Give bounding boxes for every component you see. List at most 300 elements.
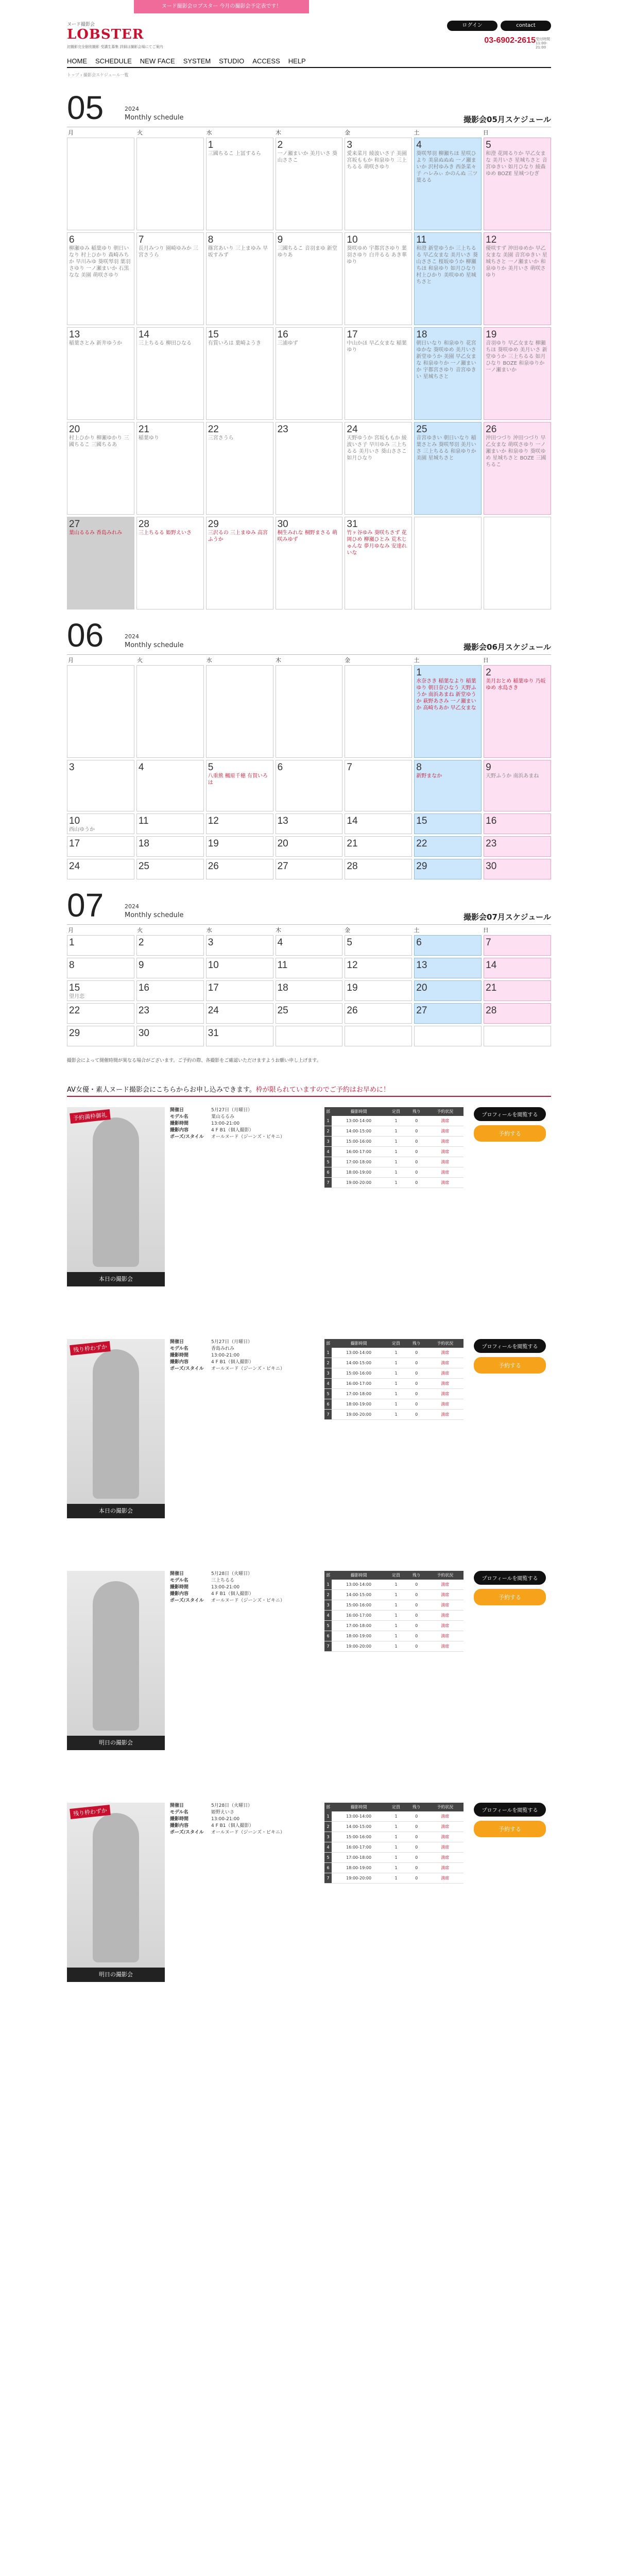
nav-help[interactable]: HELP <box>288 57 306 65</box>
day-number: 17 <box>69 838 80 849</box>
calendar-day[interactable] <box>484 836 551 857</box>
model-photo[interactable] <box>67 1803 165 1968</box>
login-button[interactable]: ログイン <box>447 21 497 31</box>
slot-header: 残り <box>406 1339 427 1348</box>
slot-header: 撮影時間 <box>332 1571 386 1580</box>
nav-home[interactable]: HOME <box>67 57 87 65</box>
calendar-day[interactable] <box>136 859 204 879</box>
day-models: 八重熊 楓原千穂 有賀いろは <box>208 773 268 786</box>
calendar-day[interactable] <box>136 327 204 420</box>
day-number: 29 <box>416 861 427 872</box>
day-models: 三上ちるる 姫野えいさ <box>138 530 192 536</box>
calendar-day[interactable] <box>414 1003 482 1024</box>
calendar-day[interactable] <box>67 836 134 857</box>
session-card <box>67 1571 551 1792</box>
day-number: 7 <box>347 762 352 773</box>
calendar-day[interactable] <box>67 327 134 420</box>
calendar-day[interactable] <box>276 422 343 515</box>
calendar-day[interactable] <box>276 836 343 857</box>
month-title: 撮影会07月スケジュール <box>464 912 551 922</box>
calendar-day[interactable] <box>206 859 273 879</box>
calendar-day[interactable] <box>206 327 273 420</box>
slot-cell: 1 <box>324 1580 332 1590</box>
day-number: 28 <box>138 519 149 530</box>
day-models: 天野ふうか 南浜あまね <box>486 773 539 779</box>
day-models: 葉山るるみ 香島みれみ <box>69 530 123 536</box>
contact-button[interactable]: contact <box>501 21 551 31</box>
calendar-day[interactable] <box>345 422 412 515</box>
day-models: 三國ちるこ 音羽まゆ 新堂ゆりあ <box>277 246 337 258</box>
day-models: 稲葉ゆり <box>138 435 159 441</box>
session-card <box>67 1339 551 1561</box>
calendar-day[interactable] <box>345 859 412 879</box>
calendar-day[interactable] <box>345 814 412 834</box>
calendar-day[interactable] <box>67 422 134 515</box>
slot-cell: 6 <box>324 1167 332 1178</box>
slot-cell: 4 <box>324 1147 332 1157</box>
calendar-day[interactable] <box>276 138 343 230</box>
info-label: モデル名 <box>170 1578 188 1583</box>
profile-button[interactable]: プロフィールを閲覧する <box>474 1339 546 1353</box>
info-row <box>170 1114 319 1121</box>
day-models: 沖田つづり 沖田つづり 早乙女まな 萌咲さゆり 一ノ瀬まいか 和泉ゆり 葵咲ゆめ 星城ちさと BOZE 三國ちるこ <box>486 435 546 468</box>
slot-cell: 2 <box>324 1126 332 1137</box>
calendar-day[interactable] <box>136 517 204 609</box>
model-figure <box>93 1117 139 1267</box>
slot-cell: 13:00-14:00 <box>332 1580 386 1590</box>
slot-cell: 1 <box>386 1147 406 1157</box>
month-section <box>67 91 551 609</box>
calendar-day[interactable] <box>67 760 134 811</box>
nav-system[interactable]: SYSTEM <box>183 57 211 65</box>
slot-cell: 0 <box>406 1863 427 1873</box>
day-number: 17 <box>347 329 358 340</box>
slot-cell: 6 <box>324 1631 332 1641</box>
session-buttons <box>474 1339 546 1561</box>
calendar-day[interactable] <box>345 1003 412 1024</box>
calendar-day[interactable] <box>67 935 134 956</box>
site-logo[interactable]: LOBSTER <box>67 27 144 42</box>
slot-cell: 満席 <box>427 1832 464 1842</box>
calendar-day[interactable] <box>136 814 204 834</box>
calendar-day[interactable] <box>484 232 551 325</box>
info-row <box>170 1578 319 1584</box>
reserve-button[interactable]: 予約する <box>474 1821 546 1837</box>
calendar-day[interactable] <box>276 327 343 420</box>
slot-row[interactable] <box>324 1178 464 1188</box>
calendar-day[interactable] <box>276 935 343 956</box>
slot-cell: 1 <box>386 1399 406 1410</box>
weekday-header <box>67 655 551 665</box>
calendar-day[interactable] <box>136 1026 204 1046</box>
slot-cell: 0 <box>406 1178 427 1188</box>
slot-cell: 15:00-16:00 <box>332 1600 386 1611</box>
slot-cell: 0 <box>406 1126 427 1137</box>
profile-button[interactable]: プロフィールを閲覧する <box>474 1107 546 1121</box>
calendar-day[interactable] <box>276 958 343 978</box>
calendar-day[interactable] <box>414 232 482 325</box>
slot-cell: 17:00-18:00 <box>332 1157 386 1167</box>
slot-row[interactable] <box>324 1368 464 1379</box>
day-number: 12 <box>208 816 219 826</box>
calendar-day[interactable] <box>484 980 551 1001</box>
cta-text: AV女優・素人ヌード撮影会にこちらからお申し込みできます。 <box>67 1086 256 1094</box>
slot-row[interactable] <box>324 1822 464 1832</box>
day-number: 25 <box>138 861 149 872</box>
nav-studio[interactable]: STUDIO <box>219 57 245 65</box>
calendar-day[interactable] <box>414 935 482 956</box>
slot-cell: 6 <box>324 1863 332 1873</box>
calendar-day[interactable] <box>206 814 273 834</box>
info-value: 葉山るるみ <box>211 1114 235 1120</box>
calendar-day[interactable] <box>345 760 412 811</box>
month-subtitle: Monthly schedule <box>125 911 184 919</box>
slot-row[interactable] <box>324 1853 464 1863</box>
day-number: 1 <box>208 140 214 150</box>
profile-button[interactable]: プロフィールを閲覧する <box>474 1571 546 1585</box>
nav-new-face[interactable]: NEW FACE <box>140 57 175 65</box>
info-value: オールヌード（ジーンズ・ビキニ） <box>211 1134 285 1140</box>
calendar-day[interactable] <box>67 1026 134 1046</box>
slot-row[interactable] <box>324 1590 464 1600</box>
slot-table <box>324 1339 464 1561</box>
day-number: 30 <box>277 519 288 530</box>
slot-row[interactable] <box>324 1863 464 1873</box>
calendar-day[interactable] <box>67 517 134 609</box>
slot-cell: 0 <box>406 1116 427 1126</box>
calendar-day[interactable] <box>484 422 551 515</box>
day-number: 4 <box>277 937 283 948</box>
calendar-day[interactable] <box>414 980 482 1001</box>
calendar-day[interactable] <box>206 760 273 811</box>
calendar-day[interactable] <box>206 958 273 978</box>
slot-cell: 0 <box>406 1167 427 1178</box>
slot-row[interactable] <box>324 1147 464 1157</box>
calendar-day[interactable] <box>276 980 343 1001</box>
slot-cell: 1 <box>386 1126 406 1137</box>
info-row <box>170 1598 319 1604</box>
slot-cell: 16:00-17:00 <box>332 1147 386 1157</box>
calendar-day[interactable] <box>206 935 273 956</box>
slot-row[interactable] <box>324 1811 464 1822</box>
nav-schedule[interactable]: SCHEDULE <box>95 57 132 65</box>
day-number: 18 <box>138 838 149 849</box>
slot-header: 定員 <box>386 1803 406 1811</box>
calendar-day[interactable] <box>206 980 273 1001</box>
weekday-header <box>67 925 551 935</box>
day-number: 4 <box>138 762 144 773</box>
slot-row[interactable] <box>324 1611 464 1621</box>
slot-row[interactable] <box>324 1873 464 1884</box>
slot-row[interactable] <box>324 1832 464 1842</box>
day-number: 17 <box>208 982 219 993</box>
calendar-day[interactable] <box>206 1003 273 1024</box>
session-caption: 明日の撮影会 <box>67 1968 165 1982</box>
slot-cell: 14:00-15:00 <box>332 1822 386 1832</box>
session-card <box>67 1803 551 2024</box>
slot-row[interactable] <box>324 1600 464 1611</box>
slot-row[interactable] <box>324 1389 464 1399</box>
info-value: 4 F B1（個人撮影） <box>211 1360 254 1365</box>
calendar-day[interactable] <box>484 665 551 758</box>
main-nav <box>67 55 551 68</box>
calendar-day[interactable] <box>484 859 551 879</box>
day-number: 26 <box>486 424 497 435</box>
calendar-day[interactable] <box>484 327 551 420</box>
calendar-day[interactable] <box>414 814 482 834</box>
slot-row[interactable] <box>324 1580 464 1590</box>
calendar-day[interactable] <box>67 859 134 879</box>
month-year: 2024 <box>125 903 139 910</box>
slot-row[interactable] <box>324 1157 464 1167</box>
calendar-day[interactable] <box>206 1026 273 1046</box>
info-value: 姫野えいさ <box>211 1810 235 1815</box>
slot-header: 予約状況 <box>427 1571 464 1580</box>
day-models: 新野まなか <box>416 773 442 779</box>
day-models: 和澄 新堂ゆうか 三上ちるる 早乙女まな 美月いさ 葵山ささこ 桜坂ゆうか 柳瀬ちほ 和泉ゆり 如月ひなり 村上ひかり 美咲ゆめ 星城ちさと <box>416 246 478 285</box>
info-row <box>170 1107 319 1114</box>
day-number: 13 <box>416 960 427 971</box>
slot-cell: 0 <box>406 1348 427 1358</box>
info-row <box>170 1803 319 1809</box>
calendar-day[interactable] <box>67 814 134 834</box>
calendar-day[interactable] <box>276 859 343 879</box>
slot-cell: 5 <box>324 1389 332 1399</box>
weekday-label: 土 <box>414 129 420 136</box>
info-row <box>170 1809 319 1816</box>
slot-cell: 満席 <box>427 1379 464 1389</box>
calendar-day[interactable] <box>414 859 482 879</box>
month-header <box>67 619 551 655</box>
slot-header-row <box>324 1571 464 1580</box>
slot-cell: 17:00-18:00 <box>332 1621 386 1631</box>
slot-row[interactable] <box>324 1348 464 1358</box>
model-photo[interactable] <box>67 1571 165 1736</box>
day-number: 15 <box>69 982 80 993</box>
month-title: 撮影会05月スケジュール <box>464 115 551 124</box>
slot-cell: 3 <box>324 1137 332 1147</box>
model-photo[interactable] <box>67 1107 165 1272</box>
slot-row[interactable] <box>324 1116 464 1126</box>
calendar-day[interactable] <box>414 422 482 515</box>
slot-cell: 1 <box>386 1863 406 1873</box>
calendar-day[interactable] <box>345 517 412 609</box>
calendar-day[interactable] <box>484 935 551 956</box>
day-number: 26 <box>347 1005 358 1016</box>
slot-cell: 満席 <box>427 1389 464 1399</box>
slot-cell: 0 <box>406 1621 427 1631</box>
reserve-button[interactable]: 予約する <box>474 1125 546 1142</box>
slot-cell: 1 <box>324 1116 332 1126</box>
calendar-day[interactable] <box>276 814 343 834</box>
calendar-day[interactable] <box>345 138 412 230</box>
availability-tag: 予約満枠御礼 <box>70 1109 111 1124</box>
info-label: 開催日 <box>170 1340 184 1345</box>
calendar-day[interactable] <box>484 760 551 811</box>
day-number: 3 <box>347 140 352 150</box>
slot-cell: 1 <box>386 1822 406 1832</box>
slot-cell: 15:00-16:00 <box>332 1832 386 1842</box>
calendar-day[interactable] <box>136 980 204 1001</box>
slot-row[interactable] <box>324 1358 464 1368</box>
slot-cell: 満席 <box>427 1611 464 1621</box>
slot-cell: 満席 <box>427 1358 464 1368</box>
slot-header-row <box>324 1803 464 1811</box>
calendar-day[interactable] <box>345 935 412 956</box>
weekday-label: 金 <box>345 657 351 664</box>
calendar-day <box>276 1026 343 1046</box>
slot-cell: 17:00-18:00 <box>332 1853 386 1863</box>
calendar-day[interactable] <box>206 138 273 230</box>
day-models: 一ノ瀬まいか 美月いさ 葵山ささこ <box>277 151 337 163</box>
calendar-day[interactable] <box>206 517 273 609</box>
nav-access[interactable]: ACCESS <box>252 57 280 65</box>
slot-cell: 7 <box>324 1410 332 1420</box>
profile-button[interactable]: プロフィールを閲覧する <box>474 1803 546 1817</box>
calendar-day[interactable] <box>276 760 343 811</box>
calendar-day[interactable] <box>206 836 273 857</box>
slot-cell: 1 <box>386 1410 406 1420</box>
calendar-day[interactable] <box>136 1003 204 1024</box>
slot-cell: 満席 <box>427 1580 464 1590</box>
session-image <box>67 1107 165 1329</box>
logo-description: 初撮影完全個別撮影 受講生募集 詳細は撮影会場にてご案内 <box>67 45 163 49</box>
phone-number[interactable]: 03-6902-2615 <box>484 36 536 45</box>
slot-cell: 17:00-18:00 <box>332 1389 386 1399</box>
weekday-label: 火 <box>137 927 143 934</box>
calendar-day[interactable] <box>67 958 134 978</box>
weekday-label: 月 <box>68 129 74 136</box>
info-label: 撮影時間 <box>170 1121 189 1126</box>
slot-cell: 1 <box>386 1116 406 1126</box>
info-value: オールヌード（ジーンズ・ビキニ） <box>211 1830 285 1835</box>
calendar-day[interactable] <box>414 138 482 230</box>
slot-row[interactable] <box>324 1410 464 1420</box>
slot-cell: 1 <box>324 1811 332 1822</box>
slot-cell: 1 <box>386 1611 406 1621</box>
slot-cell: 1 <box>386 1873 406 1884</box>
calendar-day[interactable] <box>484 814 551 834</box>
schedule-months <box>67 91 551 1046</box>
slot-cell: 満席 <box>427 1348 464 1358</box>
calendar-day[interactable] <box>414 958 482 978</box>
calendar-day[interactable] <box>345 232 412 325</box>
slot-cell: 0 <box>406 1631 427 1641</box>
session-caption: 本日の撮影会 <box>67 1504 165 1518</box>
reserve-button[interactable]: 予約する <box>474 1357 546 1374</box>
info-label: 撮影時間 <box>170 1353 189 1358</box>
slot-table-grid <box>324 1107 464 1188</box>
calendar-day[interactable] <box>414 760 482 811</box>
model-figure <box>93 1581 139 1731</box>
calendar-day[interactable] <box>136 935 204 956</box>
breadcrumb[interactable]: トップ › 撮影会スケジュール一覧 <box>67 73 129 77</box>
day-number: 27 <box>69 519 80 530</box>
weekday-label: 水 <box>206 657 212 664</box>
calendar-day[interactable] <box>206 232 273 325</box>
calendar-day[interactable] <box>206 422 273 515</box>
reserve-button[interactable]: 予約する <box>474 1589 546 1605</box>
calendar-day[interactable] <box>414 665 482 758</box>
weekday-label: 土 <box>414 927 420 934</box>
info-value: 5月27日（月曜日） <box>211 1340 253 1345</box>
calendar-day[interactable] <box>67 232 134 325</box>
slot-row[interactable] <box>324 1167 464 1178</box>
slot-row[interactable] <box>324 1379 464 1389</box>
slot-cell: 0 <box>406 1832 427 1842</box>
info-label: モデル名 <box>170 1114 188 1120</box>
day-models: 愛来菜月 綾波いさ子 美園 宮坂ももか 和泉ゆり 三上ちるる 萌咲さゆり <box>347 151 407 170</box>
slot-row[interactable] <box>324 1842 464 1853</box>
calendar-day[interactable] <box>136 422 204 515</box>
calendar-day[interactable] <box>414 836 482 857</box>
slot-cell: 1 <box>386 1348 406 1358</box>
calendar-day[interactable] <box>345 836 412 857</box>
calendar-grid <box>67 665 551 879</box>
info-row <box>170 1591 319 1598</box>
calendar-day[interactable] <box>345 980 412 1001</box>
topbar <box>67 0 551 13</box>
slot-table <box>324 1571 464 1792</box>
slot-header: 部 <box>324 1107 332 1116</box>
calendar-day[interactable] <box>67 1003 134 1024</box>
slot-table <box>324 1803 464 2024</box>
calendar-day[interactable] <box>276 1003 343 1024</box>
calendar-day[interactable] <box>484 1003 551 1024</box>
reservation-cta <box>67 1084 551 1097</box>
slot-cell: 3 <box>324 1600 332 1611</box>
slot-cell: 0 <box>406 1811 427 1822</box>
slot-cell: 1 <box>386 1641 406 1652</box>
calendar-day[interactable] <box>67 980 134 1001</box>
slot-cell: 5 <box>324 1621 332 1631</box>
calendar-day[interactable] <box>345 958 412 978</box>
calendar-day[interactable] <box>136 958 204 978</box>
day-number: 7 <box>138 234 144 245</box>
calendar-day[interactable] <box>136 760 204 811</box>
calendar-day[interactable] <box>484 138 551 230</box>
calendar-day[interactable] <box>136 836 204 857</box>
slot-row[interactable] <box>324 1621 464 1631</box>
calendar-day <box>67 665 134 758</box>
day-models: 三上ちるる 柳田ひなる <box>138 341 192 346</box>
day-models: 和澄 花岡るりか 早乙女まな 美月いさ 星城ちさと 音宮ゆきい 如月ひなり 綾森ゆめ BOZE 星城つむぎ <box>486 151 547 177</box>
slot-row[interactable] <box>324 1137 464 1147</box>
slot-row[interactable] <box>324 1641 464 1652</box>
slot-header: 撮影時間 <box>332 1107 386 1116</box>
day-models: 音羽ゆり 早乙女まな 柳瀬ちほ 葵咲ゆめ 美月いさ 新堂ゆうか 三上ちるる 如月ひなり BOZE 和泉ゆりか 一ノ瀬まいか <box>486 341 547 373</box>
day-number: 4 <box>416 140 422 150</box>
slot-row[interactable] <box>324 1126 464 1137</box>
day-models: 柳瀬ゆみ 稲葉ゆり 朝日いなり 村上ひかり 森崎みちか 早川みゆ 葵咲琴羽 葉羽さゆり 一ノ瀬まいか 石黒なな 美園 萌咲さゆり <box>69 246 131 278</box>
session-info <box>165 1571 319 1792</box>
slot-cell: 満席 <box>427 1853 464 1863</box>
calendar-day[interactable] <box>136 232 204 325</box>
slot-row[interactable] <box>324 1399 464 1410</box>
model-photo[interactable] <box>67 1339 165 1504</box>
day-models: 桐生みれな 桐野まさる 萌咲みゆず <box>277 530 337 543</box>
calendar-day[interactable] <box>345 327 412 420</box>
calendar-day[interactable] <box>484 958 551 978</box>
slot-cell: 0 <box>406 1641 427 1652</box>
slot-row[interactable] <box>324 1631 464 1641</box>
calendar-day[interactable] <box>276 232 343 325</box>
day-number: 19 <box>208 838 219 849</box>
calendar-day[interactable] <box>414 327 482 420</box>
slot-cell: 1 <box>324 1348 332 1358</box>
day-models: 音宮ゆきい 朝日いなり 稲葉さとみ 葵咲琴羽 美月いさ 三上ちるる 和泉ゆりか 美園 星城ちさと <box>416 435 476 461</box>
calendar-day[interactable] <box>276 517 343 609</box>
